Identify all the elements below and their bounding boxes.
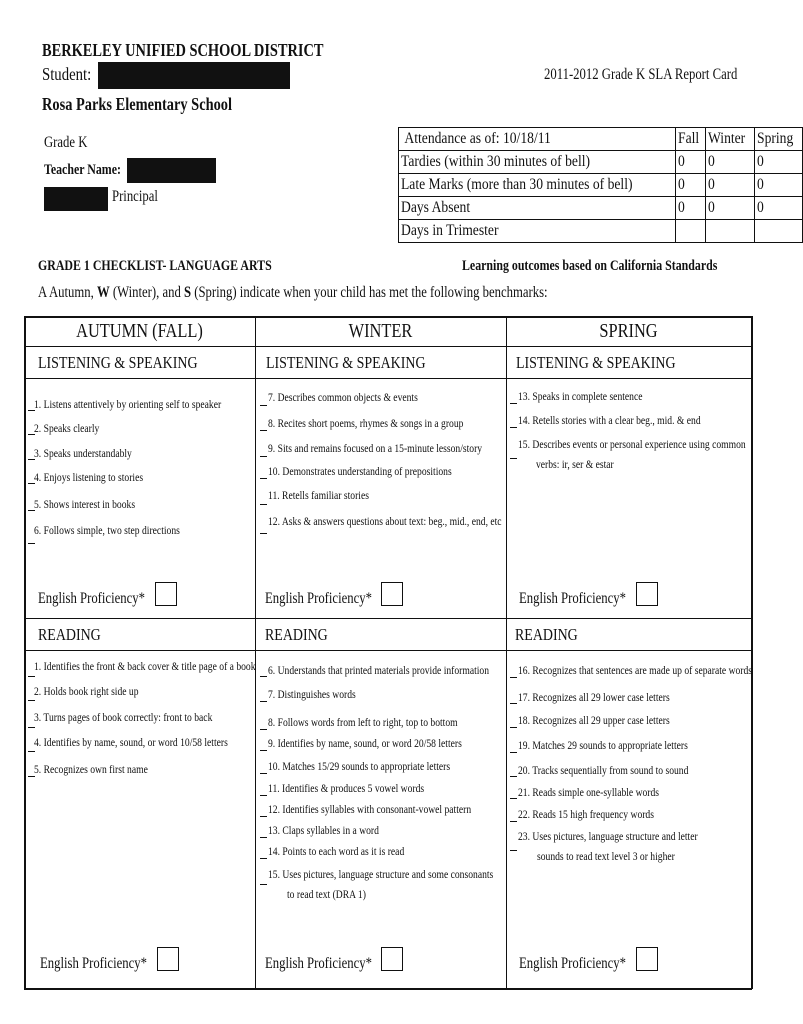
listening-heading-autumn: LISTENING & SPEAKING	[38, 353, 198, 372]
benchmark-item: 14. Retells stories with a clear beg., mid. & end	[518, 413, 701, 427]
reading-heading-autumn: READING	[38, 625, 101, 644]
outcomes-note: Learning outcomes based on California Standards	[462, 258, 718, 274]
attendance-fall-value: 0	[678, 199, 686, 216]
checkmark-blank[interactable]	[510, 798, 517, 799]
attendance-fall-value: 0	[678, 176, 686, 193]
attendance-header-winter: Winter	[708, 130, 746, 147]
attendance-row-label: Days in Trimester	[401, 222, 499, 239]
teacher-name-redaction	[127, 158, 216, 183]
benchmark-item-continued: to read text (DRA 1)	[287, 887, 366, 901]
checkmark-blank[interactable]	[28, 727, 35, 728]
english-proficiency-label: English Proficiency*	[38, 590, 145, 607]
english-proficiency-checkbox[interactable]	[381, 582, 403, 606]
benchmark-item: 3. Speaks understandably	[34, 446, 132, 460]
column-heading-spring: SPRING	[599, 320, 658, 342]
benchmark-item: 6. Understands that printed materials provide information	[268, 663, 490, 677]
checkmark-blank[interactable]	[510, 703, 517, 704]
grid-border	[751, 316, 753, 989]
attendance-header-label: Attendance as of: 10/18/11	[404, 130, 551, 147]
checkmark-blank[interactable]	[260, 533, 267, 534]
benchmark-item: 6. Follows simple, two step directions	[34, 523, 180, 537]
checkmark-blank[interactable]	[260, 884, 267, 885]
benchmark-item: 1. Listens attentively by orienting self to speaker	[34, 397, 222, 411]
attendance-winter-value: 0	[708, 176, 716, 193]
benchmark-item: 2. Holds book right side up	[34, 684, 139, 698]
attendance-row-label: Days Absent	[401, 199, 471, 216]
benchmark-item: 10. Matches 15/29 sounds to appropriate letters	[268, 759, 451, 773]
benchmark-item: 22. Reads 15 high frequency words	[518, 807, 654, 821]
checkmark-blank[interactable]	[510, 821, 517, 822]
english-proficiency-label: English Proficiency*	[519, 590, 626, 607]
grid-border	[24, 988, 752, 990]
principal-name-redaction	[44, 187, 108, 211]
benchmark-item: 13. Speaks in complete sentence	[518, 389, 643, 403]
checkmark-blank[interactable]	[260, 858, 267, 859]
attendance-row-label: Tardies (within 30 minutes of bell)	[401, 153, 591, 170]
benchmark-item: 7. Describes common objects & events	[268, 390, 418, 404]
attendance-header-spring: Spring	[757, 130, 794, 147]
benchmark-item: 11. Retells familiar stories	[268, 488, 369, 502]
benchmark-item: 15. Uses pictures, language structure and some consonants	[268, 867, 494, 881]
checkmark-blank[interactable]	[260, 701, 267, 702]
checkmark-blank[interactable]	[510, 776, 517, 777]
checklist-title: GRADE 1 CHECKLIST- LANGUAGE ARTS	[38, 258, 272, 274]
english-proficiency-label: English Proficiency*	[265, 955, 372, 972]
checkmark-blank[interactable]	[260, 837, 267, 838]
benchmark-item: 18. Recognizes all 29 upper case letters	[518, 713, 670, 727]
attendance-row	[399, 151, 803, 174]
checkmark-blank[interactable]	[260, 456, 267, 457]
attendance-row	[399, 174, 803, 197]
checkmark-blank[interactable]	[510, 403, 517, 404]
benchmark-item: 9. Sits and remains focused on a 15-minute lesson/story	[268, 441, 483, 455]
benchmark-item: 8. Follows words from left to right, top to bottom	[268, 715, 458, 729]
reading-heading-spring: READING	[515, 625, 578, 644]
teacher-label: Teacher Name:	[44, 162, 121, 178]
checkmark-blank[interactable]	[260, 729, 267, 730]
benchmark-item: 9. Identifies by name, sound, or word 20/58 letters	[268, 736, 462, 750]
grid-border	[24, 618, 752, 619]
benchmark-item-continued: sounds to read text level 3 or higher	[537, 849, 675, 863]
checkmark-blank[interactable]	[28, 676, 35, 677]
checkmark-blank[interactable]	[260, 795, 267, 796]
grid-border	[24, 378, 752, 379]
benchmark-item: 17. Recognizes all 29 lower case letters	[518, 690, 670, 704]
checkmark-blank[interactable]	[260, 430, 267, 431]
attendance-fall-value: 0	[678, 153, 686, 170]
attendance-spring-value: 0	[757, 199, 764, 216]
benchmark-item: 19. Matches 29 sounds to appropriate letters	[518, 738, 688, 752]
attendance-winter-value: 0	[708, 199, 716, 216]
attendance-winter-value	[706, 220, 755, 243]
benchmark-item: 13. Claps syllables in a word	[268, 823, 379, 837]
benchmark-item: 12. Asks & answers questions about text: beg., mid., end, etc	[268, 514, 502, 528]
attendance-winter-value: 0	[708, 153, 716, 170]
checkmark-blank[interactable]	[260, 676, 267, 677]
listening-heading-winter: LISTENING & SPEAKING	[266, 353, 426, 372]
school-name: Rosa Parks Elementary School	[42, 94, 232, 114]
benchmark-item: 1. Identifies the front & back cover & title page of a book	[34, 659, 256, 673]
benchmark-item: 3. Turns pages of book correctly: front to back	[34, 710, 213, 724]
benchmark-item: 21. Reads simple one-syllable words	[518, 785, 660, 799]
english-proficiency-label: English Proficiency*	[519, 955, 626, 972]
attendance-spring-value: 0	[757, 153, 764, 170]
benchmark-item-continued: verbs: ir, ser & estar	[536, 457, 614, 471]
column-heading-autumn: AUTUMN (FALL)	[76, 320, 203, 342]
checkmark-blank[interactable]	[260, 478, 267, 479]
grid-border	[255, 316, 256, 989]
attendance-header-row	[399, 128, 803, 151]
benchmark-item: 4. Identifies by name, sound, or word 10/58 letters	[34, 735, 228, 749]
benchmark-item: 10. Demonstrates understanding of prepositions	[268, 464, 452, 478]
attendance-spring-value	[755, 220, 803, 243]
checkmark-blank[interactable]	[510, 458, 517, 459]
attendance-header-fall: Fall	[678, 130, 700, 147]
checkmark-blank[interactable]	[260, 405, 267, 406]
benchmark-intro: A Autumn, W (Winter), and S (Spring) indicate when your child has met the following benchmarks:	[38, 284, 548, 301]
benchmark-item: 15. Describes events or personal experience using common	[518, 437, 746, 451]
grade-label: Grade K	[44, 134, 88, 151]
benchmark-item: 7. Distinguishes words	[268, 687, 356, 701]
checkmark-blank[interactable]	[28, 751, 35, 752]
attendance-row	[399, 220, 803, 243]
grid-border	[506, 316, 507, 989]
english-proficiency-label: English Proficiency*	[40, 955, 147, 972]
student-label: Student:	[42, 64, 92, 84]
district-name: BERKELEY UNIFIED SCHOOL DISTRICT	[42, 40, 324, 60]
benchmark-item: 11. Identifies & produces 5 vowel words	[268, 781, 425, 795]
benchmark-item: 8. Recites short poems, rhymes & songs in a group	[268, 416, 464, 430]
checkmark-blank[interactable]	[510, 427, 517, 428]
benchmark-item: 2. Speaks clearly	[34, 421, 100, 435]
english-proficiency-checkbox[interactable]	[636, 582, 658, 606]
benchmark-item: 4. Enjoys listening to stories	[34, 470, 144, 484]
attendance-spring-value: 0	[757, 176, 764, 193]
checkmark-blank[interactable]	[510, 727, 517, 728]
report-title: 2011-2012 Grade K SLA Report Card	[544, 66, 738, 83]
benchmark-item: 20. Tracks sequentially from sound to sound	[518, 763, 689, 777]
attendance-table	[398, 127, 803, 243]
attendance-fall-value	[676, 220, 706, 243]
grid-border	[24, 316, 26, 989]
checkmark-blank[interactable]	[510, 850, 517, 851]
benchmark-item: 16. Recognizes that sentences are made up of separate words	[518, 663, 753, 677]
checkmark-blank[interactable]	[510, 752, 517, 753]
english-proficiency-checkbox[interactable]	[636, 947, 658, 971]
checkmark-blank[interactable]	[28, 543, 35, 544]
english-proficiency-checkbox[interactable]	[155, 582, 177, 606]
attendance-row-label: Late Marks (more than 30 minutes of bell)	[401, 176, 633, 193]
student-name-redaction	[98, 62, 290, 89]
checkmark-blank[interactable]	[28, 700, 35, 701]
benchmark-item: 23. Uses pictures, language structure and letter	[518, 829, 698, 843]
english-proficiency-label: English Proficiency*	[265, 590, 372, 607]
checkmark-blank[interactable]	[260, 816, 267, 817]
benchmark-item: 12. Identifies syllables with consonant-vowel pattern	[268, 802, 472, 816]
grid-border	[24, 346, 752, 347]
reading-heading-winter: READING	[265, 625, 328, 644]
grid-border	[24, 316, 752, 318]
checkmark-blank[interactable]	[510, 677, 517, 678]
grid-border	[24, 650, 752, 651]
principal-label: Principal	[112, 188, 158, 205]
benchmark-item: 14. Points to each word as it is read	[268, 844, 405, 858]
benchmark-item: 5. Recognizes own first name	[34, 762, 148, 776]
checkmark-blank[interactable]	[260, 750, 267, 751]
english-proficiency-checkbox[interactable]	[157, 947, 179, 971]
english-proficiency-checkbox[interactable]	[381, 947, 403, 971]
attendance-row	[399, 197, 803, 220]
checkmark-blank[interactable]	[260, 504, 267, 505]
listening-heading-spring: LISTENING & SPEAKING	[516, 353, 676, 372]
benchmark-item: 5. Shows interest in books	[34, 497, 136, 511]
checkmark-blank[interactable]	[260, 773, 267, 774]
column-heading-winter: WINTER	[348, 320, 413, 342]
